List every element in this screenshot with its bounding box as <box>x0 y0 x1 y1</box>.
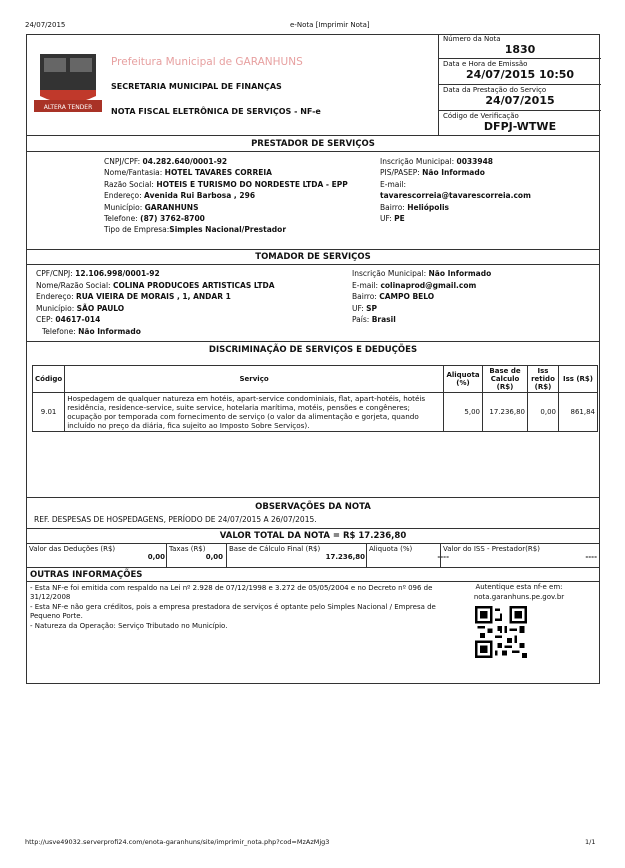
numero-nota: 1830 <box>504 43 536 56</box>
prestador-uf: PE <box>394 214 405 224</box>
secretaria-name: SECRETARIA MUNICIPAL DE FINANÇAS <box>111 82 282 91</box>
base-cell: Base de Cálculo Final (R$) 17.236,80 <box>229 545 365 561</box>
tomador-title: TOMADOR DE SERVIÇOS <box>255 252 371 262</box>
tomador-pais: Brasil <box>371 315 396 325</box>
base-value: 17.236,80 <box>325 553 365 561</box>
taxas-cell: Taxas (R$) 0,00 <box>169 545 223 561</box>
svg-text:ALTERA TENDER: ALTERA TENDER <box>43 104 93 111</box>
prestador-title: PRESTADOR DE SERVIÇOS <box>251 139 375 149</box>
tomador-uf: SP <box>366 303 378 313</box>
tomador-left: CPF/CNPJ: 12.106.998/0001-92 Nome/Razão Social: COLINA PRODUCOES ARTISTICAS LTDA Endereço: RUA VIEIRA DE MORAIS , 1, ANDAR 1 Município: SÃO PAULO CEP: 04617-014 Telefone: Não Informado <box>36 269 275 336</box>
prestador-tipo: Simples Nacional/Prestador <box>169 225 287 235</box>
discriminacao-title: DISCRIMINAÇÃO DE SERVIÇOS E DEDUÇÕES <box>208 345 418 355</box>
observacoes-text: REF. DESPESAS DE HOSPEDAGENS, PERÍODO DE 24/07/2015 A 26/07/2015. <box>34 515 317 524</box>
tomador-endereco: RUA VIEIRA DE MORAIS , 1, ANDAR 1 <box>76 292 231 302</box>
autentique: Autentique esta nf-e em: nota.garanhuns.pe.gov.br <box>440 582 598 602</box>
prestacao-box: Data da Prestação do Serviço 24/07/2015 <box>439 85 601 111</box>
prestador-fantasia: HOTEL TAVARES CORREIA <box>164 168 272 178</box>
print-title: e-Nota [Imprimir Nota] <box>290 21 370 29</box>
garanhuns-crest-icon <box>32 50 104 116</box>
prestador-municipio: GARANHUNS <box>144 202 199 212</box>
tomador-bairro: CAMPO BELO <box>379 292 435 302</box>
emissao-box: Data e Hora de Emissão 24/07/2015 10:50 <box>439 59 601 85</box>
deducoes-cell: Valor das Deduções (R$) 0,00 <box>29 545 165 561</box>
totals-row <box>26 543 600 567</box>
prestador-right: Inscrição Municipal: 0033948 PIS/PASEP: Não Informado E-mail: tavarescorreia@tavarescorreia.com Bairro: Heliópolis UF: PE <box>380 157 531 224</box>
table-row: 9.01 Hospedagem de qualquer natureza em hotéis, apart-service condominiais, flat, apart-hotéis, hotéis residência, residence-service, suite service, hotelaria marítima, motéis, pensões e congêneres; ocupação por temporada com fornecimento de serviço (o valor da alimentação e gorjeta, quando incluído no preço da diária, fica sujeito ao Imposto Sobre Serviços). 5,00 17.236,80 0,00 861,84 <box>33 393 598 432</box>
services-table <box>32 365 598 432</box>
numero-nota-box: Número da Nota 1830 <box>439 34 601 59</box>
footer-page: 1/1 <box>585 838 596 846</box>
deducoes-value: 0,00 <box>147 553 165 561</box>
col-codigo: Código <box>33 366 65 393</box>
prestador-telefone: (87) 3762-8700 <box>140 214 205 224</box>
observacoes-title: OBSERVAÇÕES DA NOTA <box>255 502 371 512</box>
taxas-value: 0,00 <box>205 553 223 561</box>
site-link[interactable]: nota.garanhuns.pe.gov.br <box>473 593 565 601</box>
qr-code-icon <box>475 606 527 658</box>
footer-url[interactable]: http://usve49032.serverprofi24.com/enota-garanhuns/site/imprimir_nota.php?cod=MzAzMjg3 <box>25 838 330 846</box>
info-column <box>438 34 600 135</box>
tomador-im: Não Informado <box>428 269 492 278</box>
tomador-cnpj: 12.106.998/0001-92 <box>75 269 160 278</box>
codigo-verificacao: DFPJ-WTWE <box>483 120 557 133</box>
tomador-right: Inscrição Municipal: Não Informado E-mail: colinaprod@gmail.com Bairro: CAMPO BELO UF: SP País: Brasil <box>352 269 492 325</box>
print-date: 24/07/2015 <box>25 21 66 29</box>
prestador-email: tavarescorreia@tavarescorreia.com <box>380 191 531 201</box>
tomador-razao: COLINA PRODUCOES ARTISTICAS LTDA <box>112 280 275 290</box>
col-iss-retido: Iss retido (R$) <box>528 366 559 393</box>
prestador-left: CNPJ/CPF: 04.282.640/0001-92 Nome/Fantasia: HOTEL TAVARES CORREIA Razão Social: HOTEIS E TURISMO DO NORDESTE LTDA - EPP Endereço: Avenida Rui Barbosa , 296 Município: GARANHUNS Telefone: (87) 3762-8700 Tipo de Empresa:Simples Nacional/Prestador <box>104 157 348 235</box>
tomador-telefone: Não Informado <box>78 326 141 336</box>
prestador-bairro: Heliópolis <box>407 202 449 212</box>
emissao-datetime: 24/07/2015 10:50 <box>465 68 575 81</box>
col-iss: Iss (R$) <box>559 366 598 393</box>
prestacao-date: 24/07/2015 <box>485 94 555 107</box>
nota-type: NOTA FISCAL ELETRÔNICA DE SERVIÇOS - NF-e <box>111 107 321 116</box>
prestador-pis: Não Informado <box>422 168 485 178</box>
tomador-email: colinaprod@gmail.com <box>380 280 477 290</box>
prefeitura-name: Prefeitura Municipal de GARANHUNS <box>111 56 303 68</box>
outras-title: OUTRAS INFORMAÇÕES <box>30 570 143 580</box>
tomador-cep: 04617-014 <box>55 315 101 325</box>
verificacao-box: Código de Verificação DFPJ-WTWE <box>439 111 601 135</box>
prestador-im: 0033948 <box>456 157 494 166</box>
prestador-cnpj: 04.282.640/0001-92 <box>142 157 228 166</box>
prestador-endereco: Avenida Rui Barbosa , 296 <box>144 191 256 201</box>
prestador-razao: HOTEIS E TURISMO DO NORDESTE LTDA - EPP <box>156 179 348 189</box>
aliquota-cell: Aliquota (%) ---- <box>369 545 449 561</box>
col-aliquota: Aliquota (%) <box>444 366 483 393</box>
outras-text: - Esta NF-e foi emitida com respaldo na Lei nº 2.928 de 07/12/1998 e 3.272 de 05/05/2004 e no Decreto nº 096 de 31/12/2008 - Esta NF-e não gera créditos, pois a empresa prestadora de serviços é optante pelo Simples Nacional / Empresa de Pequeno Porte. - Natureza da Operação: Serviço Tributado no Município. <box>30 584 436 630</box>
iss-cell: Valor do ISS - Prestador(R$) ---- <box>443 545 597 561</box>
col-base: Base de Calculo (R$) <box>483 366 528 393</box>
col-servico: Serviço <box>65 366 444 393</box>
tomador-municipio: SÃO PAULO <box>76 303 125 313</box>
valor-total: VALOR TOTAL DA NOTA = R$ 17.236,80 <box>219 531 407 541</box>
